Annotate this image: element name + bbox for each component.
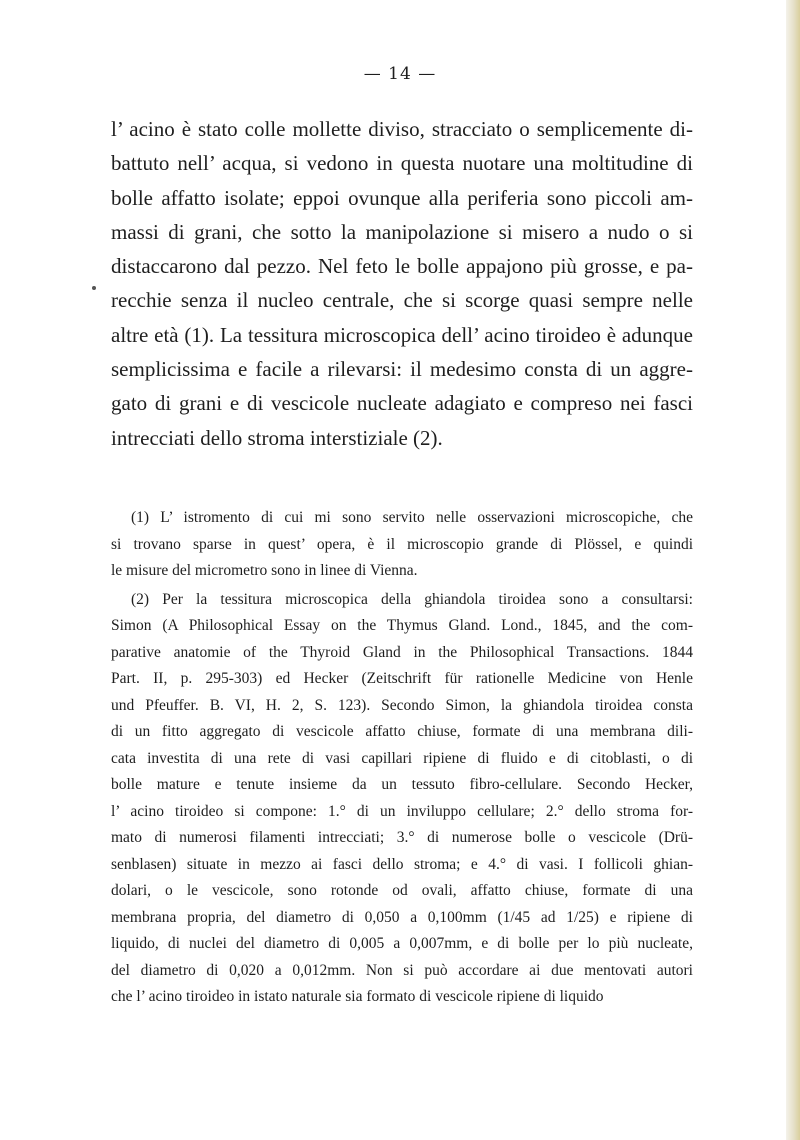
body-line: battuto nell’ acqua, si vedono in questa nuotare una moltitudine di: [111, 151, 693, 176]
main-paragraph: [111, 112, 693, 455]
footnote-2: [111, 587, 693, 1011]
footnote-line: del diametro di 0,020 a 0,012mm. Non si può accordare ai due mentovati autori: [111, 961, 693, 979]
footnote-line: l’ acino tiroideo si compone: 1.° di un inviluppo cellulare; 2.° dello stroma for-: [111, 802, 693, 820]
body-line: gato di grani e di vescicole nucleate adagiato e compreso nei fasci: [111, 391, 693, 416]
page-edge: [786, 0, 800, 1140]
footnote-line: che l’ acino tiroideo in istato naturale sia formato di vescicole ripiene di liquido: [111, 988, 604, 1005]
footnote-line: Part. II, p. 295-303) ed Hecker (Zeitschrift für rationelle Medicine von Henle: [111, 670, 693, 687]
body-line: l’ acino è stato colle mollette diviso, stracciato o semplicemente di-: [111, 117, 693, 141]
body-line: altre età (1). La tessitura microscopica dell’ acino tiroideo è adunque: [111, 322, 693, 347]
footnote-line: parative anatomie of the Thyroid Gland in the Philosophical Transactions. 1844: [111, 643, 693, 661]
footnote-line: (1) L’ istromento di cui mi sono servito nelle osservazioni microscopiche, che: [131, 509, 693, 526]
footnote-line: liquido, di nuclei del diametro di 0,005 a 0,007mm, e di bolle per lo più nucleate,: [111, 935, 693, 952]
footnote-line: (2) Per la tessitura microscopica della ghiandola tiroidea sono a consultarsi:: [131, 590, 693, 608]
footnote-line: dolari, o le vescicole, sono rotonde od ovali, affatto chiuse, formate di una: [111, 882, 693, 899]
footnote-line: Simon (A Philosophical Essay on the Thymus Gland. Lond., 1845, and the com-: [111, 617, 693, 634]
body-line: semplicissima e facile a rilevarsi: il medesimo consta di un aggre-: [111, 357, 693, 382]
body-line: bolle affatto isolate; eppoi ovunque alla periferia sono piccoli am-: [111, 185, 693, 210]
footnote-line: bolle mature e tenute insieme da un tessuto fibro-cellulare. Secondo Hecker,: [111, 776, 693, 793]
footnote-line: le misure del micrometro sono in linee di Vienna.: [111, 562, 418, 579]
footnote-line: und Pfeuffer. B. VI, H. 2, S. 123). Secondo Simon, la ghiandola tiroidea consta: [111, 696, 693, 714]
footnote-line: senblasen) situate in mezzo ai fasci dello stroma; e 4.° di vasi. I follicoli ghian-: [111, 855, 693, 873]
body-line: distaccarono dal pezzo. Nel feto le bolle appajono più grosse, e pa-: [111, 254, 693, 279]
footnote-1: [111, 505, 693, 585]
footnote-line: mato di numerosi filamenti intrecciati; 3.° di numerose bolle o vescicole (Drü-: [111, 829, 693, 846]
footnote-line: cata investita di una rete di vasi capillari ripiene di fluido e di citoblasti, o di: [111, 749, 693, 767]
body-line: massi di grani, che sotto la manipolazione si misero a nudo o si: [111, 219, 693, 244]
body-line: intrecciati dello stroma interstiziale (2).: [111, 425, 443, 450]
body-line: recchie senza il nucleo centrale, che si scorge quasi sempre nelle: [111, 288, 693, 313]
stray-mark: [92, 286, 96, 290]
page-number: — 14 —: [363, 64, 437, 84]
footnotes: [111, 505, 693, 1013]
footnote-line: si trovano sparse in quest’ opera, è il microscopio grande di Plössel, e quindi: [111, 535, 693, 553]
footnote-line: membrana propria, del diametro di 0,050 a 0,100mm (1/45 ad 1/25) e ripiene di: [111, 908, 693, 926]
footnote-line: di un fitto aggregato di vescicole affatto chiuse, formate di una membrana dili-: [111, 723, 693, 740]
